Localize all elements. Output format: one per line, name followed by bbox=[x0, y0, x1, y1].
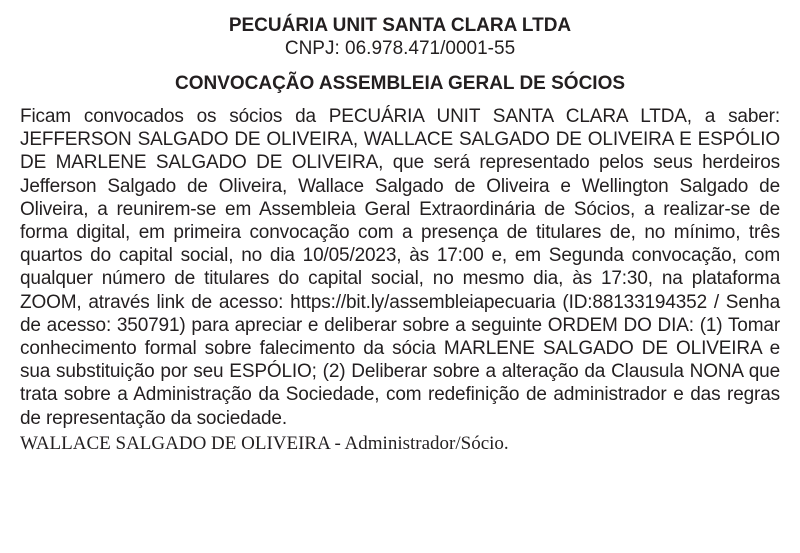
signature-line: WALLACE SALGADO DE OLIVEIRA - Administrador/Sócio. bbox=[20, 432, 509, 454]
company-name: PECUÁRIA UNIT SANTA CLARA LTDA bbox=[228, 15, 572, 36]
notice-title: CONVOCAÇÃO ASSEMBLEIA GERAL DE SÓCIOS bbox=[174, 73, 626, 94]
notice-body: Ficam convocados os sócios da PECUÁRIA UNIT SANTA CLARA LTDA, a saber: JEFFERSON SALGADO DE OLIVEIRA, WALLACE SALGADO DE OLIVEIRA E ESPÓLIO DE MARLENE SALGADO DE OLIVEIRA, que será representado pelos seus herdeiros Jefferson Salgado de Oliveira, Wallace Salgado de Oliveira e Wellington Salgado de Oliveira, a reunirem-se em Assembleia Geral Extraordinária de Sócios, a realizar-se de forma digital, em primeira convocação com a presença de titulares de, no mínimo, três quartos do capital social, no dia 10/05/2023, às 17:00 e, em Segunda convocação, com qualquer número de titulares do capital social, no mesmo dia, às 17:30, na plataforma ZOOM, através link de acesso: https://bit.ly/assembleiapecuaria (ID:88133194352 / Senha de acesso: 350791) para apreciar e deliberar sobre a seguinte ORDEM DO DIA: (1) Tomar conhecimento formal sobre falecimento da sócia MARLENE SALGADO DE OLIVEIRA e sua substituição por seu ESPÓLIO; (2) Deliberar sobre a alteração da Clausula NONA que trata sobre a Administração da Sociedade, com redefinição de administrador e das regras de representação da sociedade. bbox=[20, 106, 780, 429]
company-cnpj: CNPJ: 06.978.471/0001-55 bbox=[284, 38, 516, 59]
